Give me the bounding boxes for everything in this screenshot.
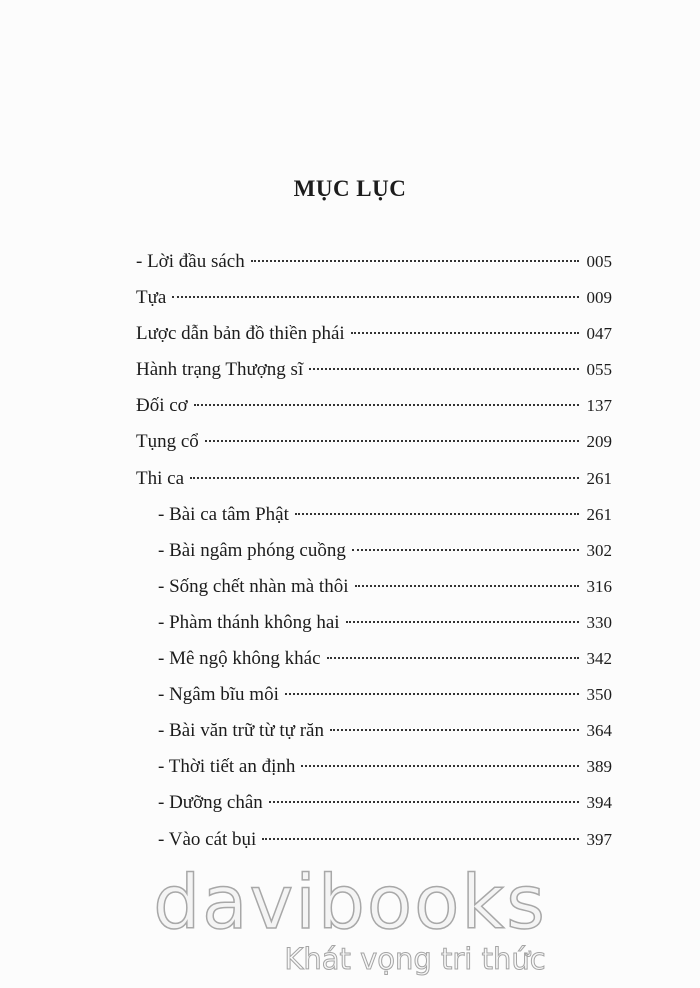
dot-leader (309, 368, 578, 370)
dot-leader (301, 765, 578, 767)
dot-leader (269, 801, 579, 803)
dot-leader (295, 513, 579, 515)
dot-leader (351, 332, 579, 334)
toc-subentry (136, 717, 612, 753)
watermark-brand: davibooks (153, 860, 547, 946)
toc-subentry (136, 501, 612, 537)
dot-leader (262, 838, 578, 840)
toc-subentry-page: 302 (586, 540, 612, 560)
toc-subentry-page: 397 (586, 829, 612, 849)
toc-entry-label: Tụng cổ (136, 431, 199, 453)
dot-leader (194, 404, 579, 406)
toc-subentry-label: - Mê ngộ không khác (158, 648, 321, 670)
watermark-slogan: Khát vọng tri thức (284, 942, 546, 976)
table-of-contents (136, 248, 612, 862)
toc-subentry-page: 342 (586, 649, 612, 669)
dot-leader (190, 477, 578, 479)
dot-leader (205, 440, 579, 442)
toc-subentry-page: 261 (586, 504, 612, 524)
toc-entry-label: - Lời đầu sách (136, 251, 245, 272)
toc-subentry-page: 330 (586, 612, 612, 632)
toc-entry-page: 209 (586, 432, 612, 452)
toc-subentry-label: - Phàm thánh không hai (158, 611, 340, 633)
dot-leader (251, 260, 579, 262)
toc-subentry-page: 350 (586, 685, 612, 705)
toc-entry (136, 284, 612, 320)
toc-entry-label: Đối cơ (136, 395, 188, 417)
toc-subentry-label: - Bài ca tâm Phật (158, 503, 289, 525)
toc-subentry (136, 573, 612, 609)
toc-entry-page: 005 (586, 252, 612, 271)
dot-leader (172, 296, 578, 298)
toc-subentry-label: - Bài ngâm phóng cuồng (158, 539, 346, 561)
toc-subentry-label: - Thời tiết an định (158, 756, 296, 778)
dot-leader (352, 549, 579, 551)
toc-subentry-label: - Ngâm bĩu môi (158, 684, 279, 706)
toc-entry-label: Tựa (136, 287, 167, 309)
toc-subentry-label: - Bài văn trữ từ tự răn (158, 720, 324, 742)
toc-subentry-page: 316 (586, 576, 612, 596)
toc-entry (136, 320, 612, 356)
dot-leader (346, 621, 579, 623)
toc-entry-page: 055 (586, 360, 612, 380)
toc-entry-page: 137 (586, 396, 612, 416)
toc-subentry-label: - Vào cát bụi (158, 828, 257, 850)
toc-entry (136, 356, 612, 392)
toc-subentry (136, 789, 612, 825)
toc-subentry-page: 389 (586, 757, 612, 777)
dot-leader (327, 657, 579, 659)
toc-subentry-label: - Sống chết nhàn mà thôi (158, 575, 349, 597)
toc-entry (136, 428, 612, 464)
toc-entry-page: 261 (586, 468, 612, 488)
toc-entry-label: Hành trạng Thượng sĩ (136, 359, 304, 381)
toc-subentry (136, 645, 612, 681)
toc-entry (136, 392, 612, 428)
dot-leader (330, 729, 579, 731)
dot-leader (355, 585, 579, 587)
toc-entry-page: 009 (586, 288, 612, 308)
toc-subentry-label: - Dưỡng chân (158, 792, 263, 814)
toc-entry-label: Thi ca (136, 467, 185, 489)
toc-subentry-page: 364 (586, 721, 612, 741)
toc-entry-page: 047 (586, 324, 612, 344)
toc-subentry-page: 394 (586, 793, 612, 813)
toc-entry-label: Lược dẫn bản đồ thiền phái (136, 323, 345, 345)
dot-leader (285, 693, 579, 695)
toc-subentry (136, 537, 612, 573)
toc-entry (136, 465, 612, 501)
page-title: MỤC LỤC (293, 176, 407, 201)
toc-subentry (136, 609, 612, 645)
toc-subentry (136, 753, 612, 789)
toc-subentry (136, 826, 612, 862)
toc-subentry (136, 681, 612, 717)
toc-entry (136, 248, 612, 284)
